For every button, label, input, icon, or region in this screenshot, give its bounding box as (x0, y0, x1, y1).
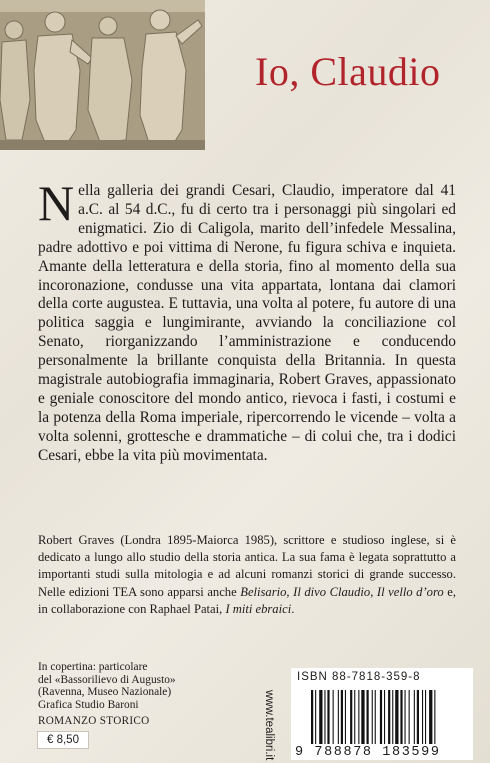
author-bio (38, 532, 456, 618)
author-coauthored-title: I miti ebraici (225, 601, 292, 616)
credits-line: Grafica Studio Baroni (38, 698, 139, 711)
author-bio-end: . (291, 601, 295, 616)
book-title: Io, Claudio (255, 49, 441, 94)
author-bio-text: Robert Graves (Londra 1895-Maiorca 1985), scrittore e studioso inglese, si è dedicato a lungo allo studio della storia antica. La sua fama è legata soprattutto a importanti studi sulla mitologia e ad alcuni romanzi storici di grande successo. Nelle edizioni TEA sono apparsi anche (38, 533, 456, 599)
credits-line: (Ravenna, Museo Nazionale) (38, 686, 172, 699)
barcode-digits: 9 788878 183599 (295, 745, 441, 760)
cover-credits (38, 661, 238, 711)
genre-label: ROMANZO STORICO (38, 715, 150, 727)
price-sticker: € 8,50 (37, 731, 89, 749)
isbn-barcode-block (291, 668, 473, 760)
author-other-titles: Belisario, Il divo Claudio, Il vello d’oro (240, 584, 444, 599)
drop-cap: N (38, 175, 75, 231)
synopsis-text: ella galleria dei grandi Cesari, Claudio, imperatore dal 41 a.C. al 54 d.C., fu di certo tra i personaggi più singolari ed enigmatici. Zio di Caligola, marito dell’infedele Messalina, padre adottivo e poi vittima di Nerone, fu figura schiva e inquieta. Amante della letteratura e della storia, fino al momento della sua incoronazione, condusse una vita appartata, lontana dai clamori della corte augustea. E tuttavia, una volta al potere, fu autore di una politica saggia e lungimirante, avviando la conciliazione col Senato, riorganizzando l’amministrazione e conducendo personalmente la brillante conquista della Britannia. In questa magistrale autobiografia immaginaria, Robert Graves, appassionato e geniale conoscitore del mondo antico, rievoca i fasti, i costumi e la potenza della Roma imperiale, ripercorrendo le vicende – volta a volta solenni, grottesche e drammatiche – di colui che, tra i dodici Cesari, ebbe la vita più movimentata. (38, 182, 456, 464)
credits-line: In copertina: particolare (38, 661, 148, 673)
author-bio-middle: e, in collaborazione con Raphael Patai, (38, 584, 456, 616)
publisher-website: www.tealibri.it (263, 690, 275, 761)
isbn-label: ISBN 88-7818-359-8 (297, 671, 421, 683)
synopsis-paragraph (38, 175, 456, 466)
barcode-icon (309, 690, 459, 746)
credits-line: del «Bassorilievo di Augusto» (38, 673, 176, 686)
cover-relief-image (0, 0, 205, 150)
